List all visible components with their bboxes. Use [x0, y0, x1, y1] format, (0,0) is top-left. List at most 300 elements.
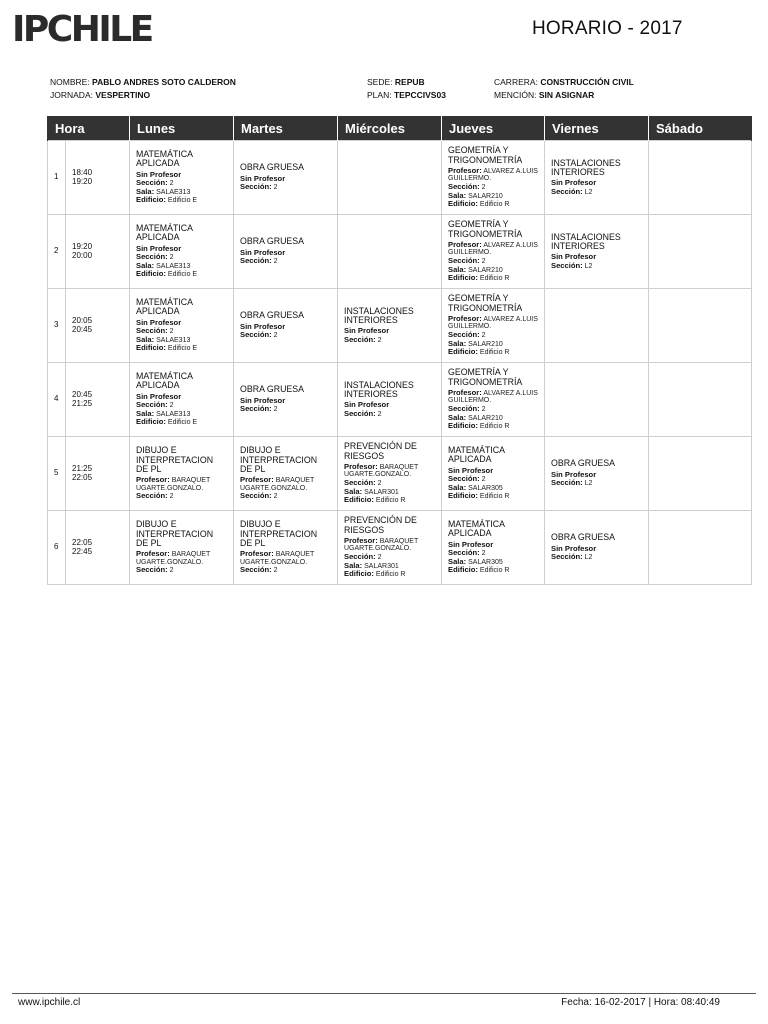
- detail-value: SALAE313: [156, 262, 191, 270]
- sede-value: REPUB: [394, 77, 425, 87]
- detail-value: BARAQUET UGARTE.GONZALO.: [344, 463, 419, 479]
- detail-value: Edificio R: [479, 493, 510, 501]
- detail-line: [448, 167, 538, 183]
- detail-label: Sala:: [136, 186, 155, 196]
- detail-label: Sala:: [344, 560, 363, 570]
- detail-value: L2: [584, 480, 593, 488]
- time-start: 20:05: [72, 315, 93, 325]
- detail-label: Sección:: [448, 548, 480, 558]
- detail-line: [136, 476, 227, 492]
- subject-name: MATEMÁTICA APLICADA: [136, 149, 193, 169]
- subject-name: OBRA GRUESA: [240, 162, 305, 173]
- class-cell: [234, 215, 338, 289]
- jornada-value: VESPERTINO: [95, 90, 151, 100]
- class-cell: [130, 141, 234, 215]
- detail-line: [136, 418, 227, 427]
- detail-label: Sin Profesor: [448, 539, 494, 549]
- detail-label: Edificio:: [136, 195, 166, 205]
- detail-label: Sin Profesor: [551, 543, 597, 553]
- schedule-row: [48, 141, 752, 215]
- detail-label: Edificio:: [448, 199, 478, 209]
- header-jueves: Jueves: [442, 116, 545, 141]
- detail-label: Sala:: [344, 486, 363, 496]
- time-end: 19:20: [72, 176, 93, 186]
- row-number: 6: [48, 511, 66, 585]
- detail-label: Sin Profesor: [551, 178, 597, 188]
- sede-info: [367, 76, 446, 102]
- detail-line: [240, 492, 331, 501]
- detail-value: SALAR301: [364, 562, 399, 570]
- detail-value: 2: [481, 331, 486, 339]
- detail-value: Edificio R: [479, 201, 510, 209]
- class-cell: [234, 511, 338, 585]
- detail-label: Profesor:: [240, 548, 274, 558]
- detail-value: 2: [481, 257, 486, 265]
- detail-line: [448, 492, 538, 501]
- class-cell: [442, 141, 545, 215]
- detail-label: Profesor:: [448, 313, 482, 323]
- detail-value: 2: [273, 184, 278, 192]
- time-end: 20:00: [72, 250, 93, 260]
- class-cell: [130, 511, 234, 585]
- time-start: 22:05: [72, 537, 93, 547]
- class-cell: [442, 215, 545, 289]
- subject-name: GEOMETRÍA Y TRIGONOMETRÍA: [448, 219, 523, 239]
- detail-value: 2: [169, 180, 174, 188]
- detail-value: BARAQUET UGARTE.GONZALO.: [240, 476, 315, 492]
- detail-label: Sección:: [344, 477, 376, 487]
- detail-line: [240, 183, 331, 192]
- detail-label: Profesor:: [240, 474, 274, 484]
- detail-label: Sección:: [448, 403, 480, 413]
- schedule-row: [48, 437, 752, 511]
- detail-label: Sección:: [448, 255, 480, 265]
- detail-line: [344, 463, 435, 479]
- class-cell: [649, 437, 752, 511]
- time-start: 19:20: [72, 241, 93, 251]
- subject-name: DIBUJO E INTERPRETACION DE PL: [240, 445, 318, 474]
- detail-line: [551, 553, 642, 562]
- subject-name: OBRA GRUESA: [240, 236, 305, 247]
- detail-label: Edificio:: [136, 417, 166, 427]
- detail-label: Sala:: [136, 334, 155, 344]
- detail-label: Sección:: [240, 491, 272, 501]
- detail-value: L2: [584, 262, 593, 270]
- detail-label: Sin Profesor: [136, 243, 182, 253]
- detail-label: Sin Profesor: [136, 317, 182, 327]
- schedule-header-row: [48, 116, 752, 141]
- subject-name: OBRA GRUESA: [240, 310, 305, 321]
- detail-label: Edificio:: [448, 491, 478, 501]
- detail-label: Sección:: [136, 252, 168, 262]
- class-cell: [649, 511, 752, 585]
- subject-name: GEOMETRÍA Y TRIGONOMETRÍA: [448, 367, 523, 387]
- schedule-body: [48, 141, 752, 585]
- class-cell: [130, 289, 234, 363]
- detail-label: Sala:: [448, 412, 467, 422]
- detail-label: Sin Profesor: [240, 247, 286, 257]
- detail-value: BARAQUET UGARTE.GONZALO.: [136, 550, 211, 566]
- detail-label: Sin Profesor: [136, 169, 182, 179]
- time-slot: [66, 437, 130, 511]
- detail-label: Sección:: [240, 256, 272, 266]
- header-viernes: Viernes: [545, 116, 649, 141]
- class-cell: [545, 437, 649, 511]
- detail-line: [551, 479, 642, 488]
- detail-label: Sala:: [448, 556, 467, 566]
- detail-value: 2: [169, 328, 174, 336]
- detail-line: [136, 344, 227, 353]
- detail-label: Sección:: [136, 565, 168, 575]
- time-slot: [66, 511, 130, 585]
- detail-label: Sin Profesor: [240, 173, 286, 183]
- row-number: 5: [48, 437, 66, 511]
- detail-label: Edificio:: [448, 273, 478, 283]
- class-cell: [234, 363, 338, 437]
- detail-label: Edificio:: [448, 347, 478, 357]
- detail-label: Profesor:: [448, 165, 482, 175]
- class-cell: [545, 363, 649, 437]
- detail-line: [448, 389, 538, 405]
- detail-label: Sección:: [344, 334, 376, 344]
- time-start: 18:40: [72, 167, 93, 177]
- mencion-value: SIN ASIGNAR: [538, 90, 595, 100]
- detail-label: Sin Profesor: [551, 252, 597, 262]
- detail-value: Edificio R: [479, 349, 510, 357]
- class-cell: [545, 289, 649, 363]
- detail-value: SALAE313: [156, 188, 191, 196]
- detail-value: 2: [481, 183, 486, 191]
- detail-value: 2: [377, 553, 382, 561]
- carrera-line: [494, 76, 634, 89]
- detail-value: 2: [481, 550, 486, 558]
- subject-name: MATEMÁTICA APLICADA: [136, 223, 193, 243]
- detail-label: Edificio:: [448, 565, 478, 575]
- detail-value: BARAQUET UGARTE.GONZALO.: [136, 476, 211, 492]
- detail-line: [448, 422, 538, 431]
- detail-label: Sección:: [448, 474, 480, 484]
- subject-name: MATEMÁTICA APLICADA: [448, 445, 505, 465]
- jornada-line: [50, 89, 236, 102]
- detail-label: Profesor:: [344, 461, 378, 471]
- schedule-row: [48, 289, 752, 363]
- subject-name: OBRA GRUESA: [551, 458, 616, 469]
- subject-name: OBRA GRUESA: [551, 532, 616, 543]
- detail-line: [240, 331, 331, 340]
- time-end: 21:25: [72, 398, 93, 408]
- carrera-info: [494, 76, 634, 102]
- detail-line: [136, 270, 227, 279]
- subject-name: MATEMÁTICA APLICADA: [136, 371, 193, 391]
- detail-label: Sin Profesor: [240, 321, 286, 331]
- detail-label: Edificio:: [136, 343, 166, 353]
- detail-value: Edificio E: [167, 345, 198, 353]
- detail-label: Sin Profesor: [344, 326, 390, 336]
- mencion-label: MENCIÓN:: [494, 90, 537, 100]
- detail-value: 2: [273, 493, 278, 501]
- detail-line: [448, 241, 538, 257]
- header-miercoles: Miércoles: [338, 116, 442, 141]
- plan-value: TEPCCIVS03: [393, 90, 446, 100]
- detail-value: 2: [273, 258, 278, 266]
- detail-value: 2: [169, 493, 174, 501]
- detail-value: SALAR210: [468, 266, 503, 274]
- detail-value: L2: [584, 188, 593, 196]
- schedule-row: [48, 363, 752, 437]
- class-cell: [338, 437, 442, 511]
- detail-value: 2: [273, 332, 278, 340]
- time-start: 21:25: [72, 463, 93, 473]
- header-sabado: Sábado: [649, 116, 752, 141]
- class-cell: [130, 363, 234, 437]
- detail-value: BARAQUET UGARTE.GONZALO.: [240, 550, 315, 566]
- detail-line: [344, 537, 435, 553]
- schedule-row: [48, 511, 752, 585]
- class-cell: [130, 215, 234, 289]
- plan-line: [367, 89, 446, 102]
- detail-label: Sala:: [448, 190, 467, 200]
- detail-line: [344, 570, 435, 579]
- detail-line: [448, 566, 538, 575]
- detail-label: Profesor:: [344, 535, 378, 545]
- class-cell: [442, 363, 545, 437]
- nombre-label: NOMBRE:: [50, 77, 90, 87]
- class-cell: [545, 141, 649, 215]
- detail-label: Profesor:: [448, 239, 482, 249]
- subject-name: PREVENCIÓN DE RIESGOS: [344, 441, 417, 461]
- student-info: [50, 76, 236, 102]
- detail-line: [240, 257, 331, 266]
- detail-line: [136, 492, 227, 501]
- detail-value: SALAR305: [468, 484, 503, 492]
- detail-label: Sección:: [136, 491, 168, 501]
- class-cell: [234, 141, 338, 215]
- header-hora: Hora: [48, 116, 130, 141]
- class-cell: [649, 215, 752, 289]
- detail-value: Edificio E: [167, 419, 198, 427]
- footer-divider: [12, 993, 756, 994]
- schedule-row: [48, 215, 752, 289]
- detail-value: Edificio E: [167, 271, 198, 279]
- detail-label: Sala:: [448, 264, 467, 274]
- subject-name: GEOMETRÍA Y TRIGONOMETRÍA: [448, 145, 523, 165]
- detail-label: Sección:: [551, 552, 583, 562]
- header-martes: Martes: [234, 116, 338, 141]
- detail-value: 2: [273, 406, 278, 414]
- detail-value: 2: [169, 402, 174, 410]
- subject-name: INSTALACIONES INTERIORES: [551, 231, 621, 251]
- detail-label: Sección:: [136, 326, 168, 336]
- detail-label: Sin Profesor: [551, 469, 597, 479]
- subject-name: OBRA GRUESA: [240, 384, 305, 395]
- detail-label: Sala:: [136, 408, 155, 418]
- class-cell: [442, 511, 545, 585]
- class-cell: [234, 289, 338, 363]
- detail-label: Sección:: [136, 400, 168, 410]
- detail-label: Sección:: [240, 182, 272, 192]
- class-cell: [649, 141, 752, 215]
- detail-line: [240, 566, 331, 575]
- subject-name: DIBUJO E INTERPRETACION DE PL: [136, 445, 214, 474]
- detail-line: [344, 410, 435, 419]
- detail-label: Sección:: [448, 329, 480, 339]
- detail-label: Sección:: [551, 260, 583, 270]
- detail-value: 2: [377, 336, 382, 344]
- detail-value: Edificio R: [375, 497, 406, 505]
- detail-label: Sección:: [240, 330, 272, 340]
- detail-value: SALAR210: [468, 340, 503, 348]
- class-cell: [545, 215, 649, 289]
- detail-line: [136, 196, 227, 205]
- detail-value: 2: [377, 479, 382, 487]
- detail-value: SALAE313: [156, 410, 191, 418]
- detail-value: Edificio E: [167, 197, 198, 205]
- sede-label: SEDE:: [367, 77, 393, 87]
- time-end: 22:05: [72, 472, 93, 482]
- detail-line: [448, 348, 538, 357]
- detail-value: ALVAREZ A.LUIS GUILLERMO.: [448, 315, 538, 331]
- time-slot: [66, 289, 130, 363]
- detail-line: [448, 274, 538, 283]
- detail-value: Edificio R: [479, 567, 510, 575]
- row-number: 4: [48, 363, 66, 437]
- time-slot: [66, 141, 130, 215]
- class-cell: [442, 437, 545, 511]
- detail-label: Sección:: [240, 565, 272, 575]
- class-cell: [338, 289, 442, 363]
- row-number: 2: [48, 215, 66, 289]
- time-slot: [66, 215, 130, 289]
- detail-label: Edificio:: [344, 569, 374, 579]
- nombre-value: PABLO ANDRES SOTO CALDERON: [92, 77, 236, 87]
- detail-value: SALAR210: [468, 414, 503, 422]
- detail-label: Sin Profesor: [136, 391, 182, 401]
- detail-line: [240, 476, 331, 492]
- detail-line: [240, 405, 331, 414]
- time-end: 20:45: [72, 324, 93, 334]
- ipchile-logo: IPCHILE: [12, 9, 152, 50]
- detail-value: 2: [481, 405, 486, 413]
- detail-line: [136, 550, 227, 566]
- detail-value: 2: [273, 567, 278, 575]
- detail-label: Sala:: [136, 260, 155, 270]
- class-cell: [234, 437, 338, 511]
- class-cell: [649, 363, 752, 437]
- footer-timestamp: Fecha: 16-02-2017 | Hora: 08:40:49: [561, 997, 720, 1008]
- time-start: 20:45: [72, 389, 93, 399]
- detail-value: ALVAREZ A.LUIS GUILLERMO.: [448, 389, 538, 405]
- subject-name: INSTALACIONES INTERIORES: [344, 379, 414, 399]
- detail-value: 2: [377, 410, 382, 418]
- detail-label: Sección:: [344, 551, 376, 561]
- class-cell: [338, 215, 442, 289]
- time-slot: [66, 363, 130, 437]
- detail-value: 2: [169, 254, 174, 262]
- detail-label: Sin Profesor: [240, 395, 286, 405]
- plan-label: PLAN:: [367, 90, 392, 100]
- subject-name: GEOMETRÍA Y TRIGONOMETRÍA: [448, 293, 523, 313]
- detail-label: Sala:: [448, 338, 467, 348]
- detail-line: [240, 550, 331, 566]
- detail-line: [448, 200, 538, 209]
- detail-label: Sin Profesor: [448, 465, 494, 475]
- detail-line: [551, 188, 642, 197]
- nombre-line: [50, 76, 236, 89]
- detail-label: Sección:: [136, 178, 168, 188]
- detail-value: BARAQUET UGARTE.GONZALO.: [344, 537, 419, 553]
- detail-line: [344, 496, 435, 505]
- detail-value: ALVAREZ A.LUIS GUILLERMO.: [448, 241, 538, 257]
- time-end: 22:45: [72, 546, 93, 556]
- jornada-label: JORNADA:: [50, 90, 93, 100]
- detail-value: ALVAREZ A.LUIS GUILLERMO.: [448, 167, 538, 183]
- detail-label: Sección:: [448, 181, 480, 191]
- sede-line: [367, 76, 446, 89]
- subject-name: MATEMÁTICA APLICADA: [448, 519, 505, 539]
- detail-label: Profesor:: [136, 548, 170, 558]
- page-title: HORARIO - 2017: [532, 18, 683, 39]
- subject-name: INSTALACIONES INTERIORES: [344, 305, 414, 325]
- detail-label: Sección:: [551, 186, 583, 196]
- detail-line: [448, 315, 538, 331]
- subject-name: PREVENCIÓN DE RIESGOS: [344, 515, 417, 535]
- detail-value: 2: [481, 476, 486, 484]
- row-number: 1: [48, 141, 66, 215]
- class-cell: [338, 511, 442, 585]
- detail-value: SALAR305: [468, 558, 503, 566]
- detail-label: Sala:: [448, 482, 467, 492]
- detail-value: Edificio R: [479, 275, 510, 283]
- detail-label: Sección:: [240, 404, 272, 414]
- detail-label: Edificio:: [344, 495, 374, 505]
- detail-value: Edificio R: [479, 423, 510, 431]
- carrera-label: CARRERA:: [494, 77, 538, 87]
- class-cell: [338, 141, 442, 215]
- subject-name: INSTALACIONES INTERIORES: [551, 157, 621, 177]
- detail-value: L2: [584, 554, 593, 562]
- detail-value: SALAR210: [468, 192, 503, 200]
- class-cell: [442, 289, 545, 363]
- detail-line: [551, 262, 642, 271]
- class-cell: [338, 363, 442, 437]
- detail-line: [136, 566, 227, 575]
- detail-value: SALAR301: [364, 488, 399, 496]
- detail-value: Edificio R: [375, 571, 406, 579]
- schedule-table: [47, 116, 752, 585]
- footer-website[interactable]: www.ipchile.cl: [18, 997, 81, 1008]
- detail-label: Sin Profesor: [344, 400, 390, 410]
- mencion-line: [494, 89, 634, 102]
- detail-label: Profesor:: [448, 387, 482, 397]
- subject-name: DIBUJO E INTERPRETACION DE PL: [240, 519, 318, 548]
- class-cell: [649, 289, 752, 363]
- detail-line: [344, 336, 435, 345]
- detail-label: Profesor:: [136, 474, 170, 484]
- detail-label: Sección:: [344, 408, 376, 418]
- header-lunes: Lunes: [130, 116, 234, 141]
- detail-label: Edificio:: [448, 421, 478, 431]
- row-number: 3: [48, 289, 66, 363]
- detail-label: Sección:: [551, 478, 583, 488]
- detail-value: SALAE313: [156, 336, 191, 344]
- detail-value: 2: [169, 567, 174, 575]
- class-cell: [545, 511, 649, 585]
- class-cell: [130, 437, 234, 511]
- subject-name: DIBUJO E INTERPRETACION DE PL: [136, 519, 214, 548]
- carrera-value: CONSTRUCCIÓN CIVIL: [540, 77, 634, 87]
- detail-label: Edificio:: [136, 269, 166, 279]
- subject-name: MATEMÁTICA APLICADA: [136, 297, 193, 317]
